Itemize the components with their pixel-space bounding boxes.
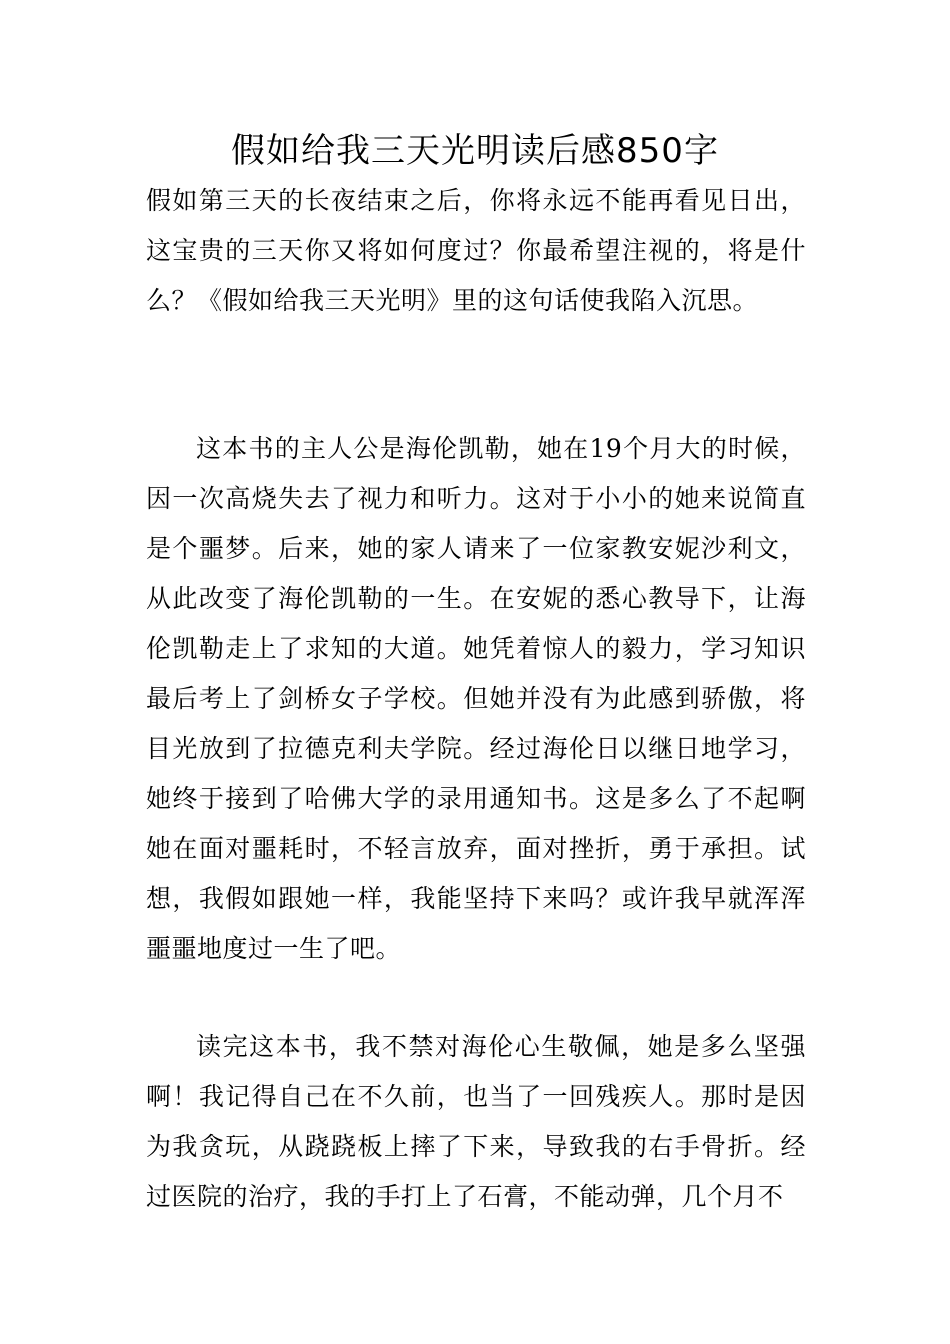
paragraph-2: 这本书的主人公是海伦凯勒，她在19个月大的时候，因一次高烧失去了视力和听力。这对于小小的她来说简直是个噩梦。后来，她的家人请来了一位家教安妮沙利文，从此改变了海伦凯勒的一生。在安妮的悉心教导下，让海伦凯勒走上了求知的大道。她凭着惊人的毅力，学习知识最后考上了剑桥女子学校。但她并没有为此感到骄傲，将目光放到了拉德克利夫学院。经过海伦日以继日地学习，她终于接到了哈佛大学的录用通知书。这是多么了不起啊她在面对噩耗时，不轻言放弃，面对挫折，勇于承担。试想，我假如跟她一样，我能坚持下来吗？或许我早就浑浑噩噩地度过一生了吧。 <box>146 434 806 963</box>
document-title: 假如给我三天光明读后感850字 <box>231 131 719 171</box>
paragraph-3: 读完这本书，我不禁对海伦心生敬佩，她是多么坚强啊！我记得自己在不久前，也当了一回残疾人。那时是因为我贪玩，从跷跷板上摔了下来，导致我的右手骨折。经过医院的治疗，我的手打上了石膏，不能动弹，几个月不 <box>146 1032 806 1211</box>
paragraph-1: 假如第三天的长夜结束之后，你将永远不能再看见日出，这宝贵的三天你又将如何度过？你最希望注视的，将是什么？《假如给我三天光明》里的这句话使我陷入沉思。 <box>146 186 806 315</box>
